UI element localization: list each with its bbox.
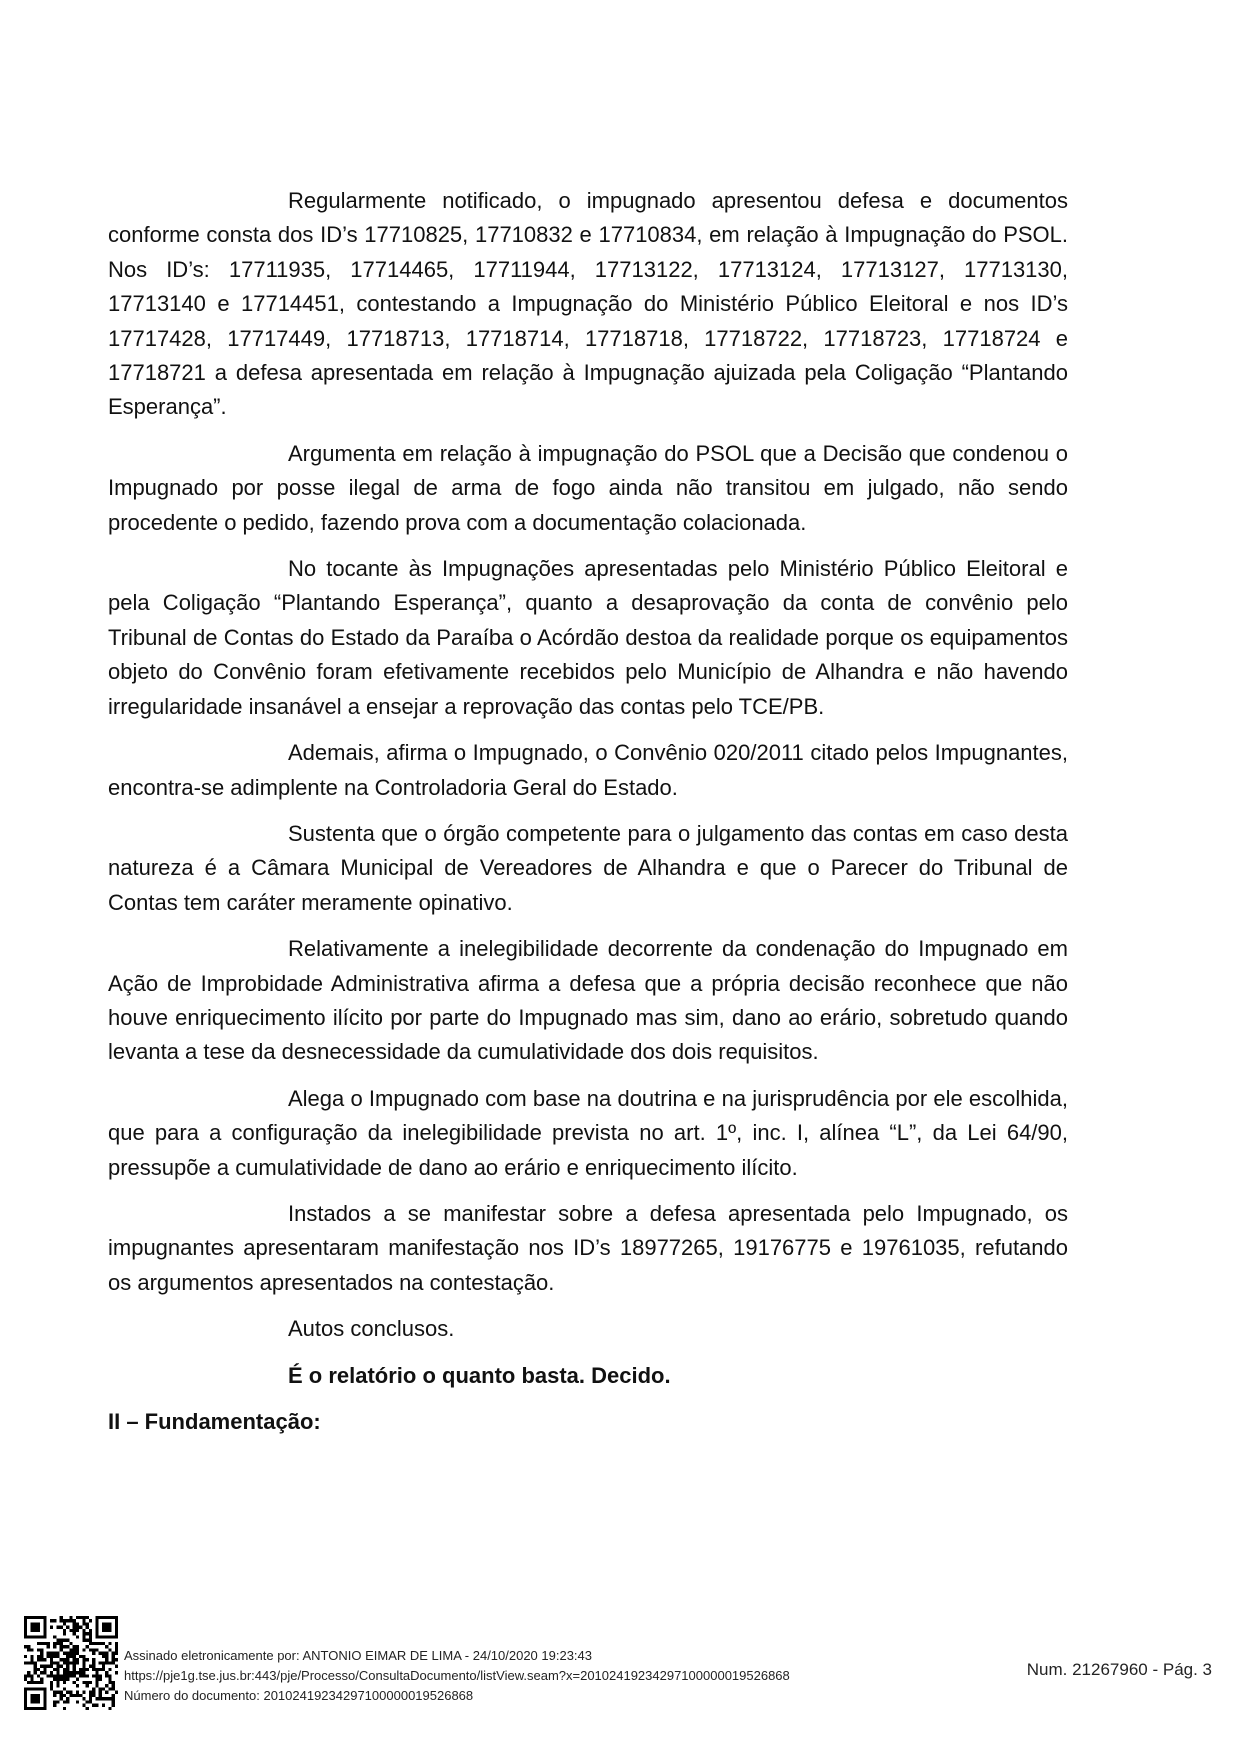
paragraph-competent-body: Sustenta que o órgão competente para o julgamento das contas em caso desta natureza é a Câmara Municipal de Vereadores de Alhandra e que o Parecer do Tribunal de Contas tem caráter meramente opinativo. [108,820,1068,915]
paragraph-doctrine: Alega o Impugnado com base na doutrina e na jurisprudência por ele escolhida, que para a configuração da inelegibilidade prevista no art. 1º, inc. I, alínea “L”, da Lei 64/90, pressupõe a cumulatividade de dano ao erário e enriquecimento ilícito. [108,1085,1068,1180]
paragraph-psol-argument: Argumenta em relação à impugnação do PSOL que a Decisão que condenou o Impugnado por posse ilegal de arma de fogo ainda não transitou em julgado, não sendo procedente o pedido, fazendo prova com a documentação colacionada. [108,440,1068,535]
qr-code-icon [24,1616,118,1710]
closing-statement: É o relatório o quanto basta. Decido. [288,1362,671,1388]
signature-info [124,1646,790,1706]
signature-footer [24,1616,1224,1736]
document-body [108,184,1068,1439]
paragraph-convenio: Ademais, afirma o Impugnado, o Convênio 020/2011 citado pelos Impugnantes, encontra-se adimplente na Controladoria Geral do Estado. [108,740,1068,800]
paragraph-defense-ids: Regularmente notificado, o impugnado apresentou defesa e documentos conforme consta dos ID’s 17710825, 17710832 e 17710834, em relação à Impugnação do PSOL. Nos ID’s: 17711935, 17714465, 17711944, 17713122, 17713124, 17713127, 17713130, 17713140 e 17714451, contestando a Impugnação do Ministério Público Eleitoral e nos ID’s 17717428, 17717449, 17718713, 17718714, 17718718, 17718722, 17718723, 17718724 e 17718721 a defesa apresentada em relação à Impugnação ajuizada pela Coligação “Plantando Esperança”. [108,188,1068,420]
document-url-line[interactable]: https://pje1g.tse.jus.br:443/pje/Processo/ConsultaDocumento/listView.seam?x=20102419234297100000019526868 [124,1668,790,1683]
section-heading: II – Fundamentação: [108,1409,321,1434]
paragraph-tce-accounts: No tocante às Impugnações apresentadas pelo Ministério Público Eleitoral e pela Coligação “Plantando Esperança”, quanto a desaprovação da conta de convênio pelo Tribunal de Contas do Estado da Paraíba o Acórdão destoa da realidade porque os equipamentos objeto do Convênio foram efetivamente recebidos pelo Município de Alhandra e não havendo irregularidade insanável a ensejar a reprovação das contas pelo TCE/PB. [108,556,1068,719]
paragraph-improbity: Relativamente a inelegibilidade decorrente da condenação do Impugnado em Ação de Improbidade Administrativa afirma a defesa que a própria decisão reconhece que não houve enriquecimento ilícito por parte do Impugnado mas sim, dano ao erário, sobretudo quando levanta a tese da desnecessidade da cumulatividade dos dois requisitos. [108,936,1068,1065]
paragraph-manifestation: Instados a se manifestar sobre a defesa apresentada pelo Impugnado, os impugnantes apresentaram manifestação nos ID’s 18977265, 19176775 e 19761035, refutando os argumentos apresentados na contestação. [108,1200,1068,1295]
signed-by-line: Assinado eletronicamente por: ANTONIO EIMAR DE LIMA - 24/10/2020 19:23:43 [124,1648,593,1663]
paragraph-autos-conclusos: Autos conclusos. [288,1316,455,1342]
page-number: Num. 21267960 - Pág. 3 [1026,1660,1212,1679]
document-number-line: Número do documento: 20102419234297100000019526868 [124,1688,474,1703]
